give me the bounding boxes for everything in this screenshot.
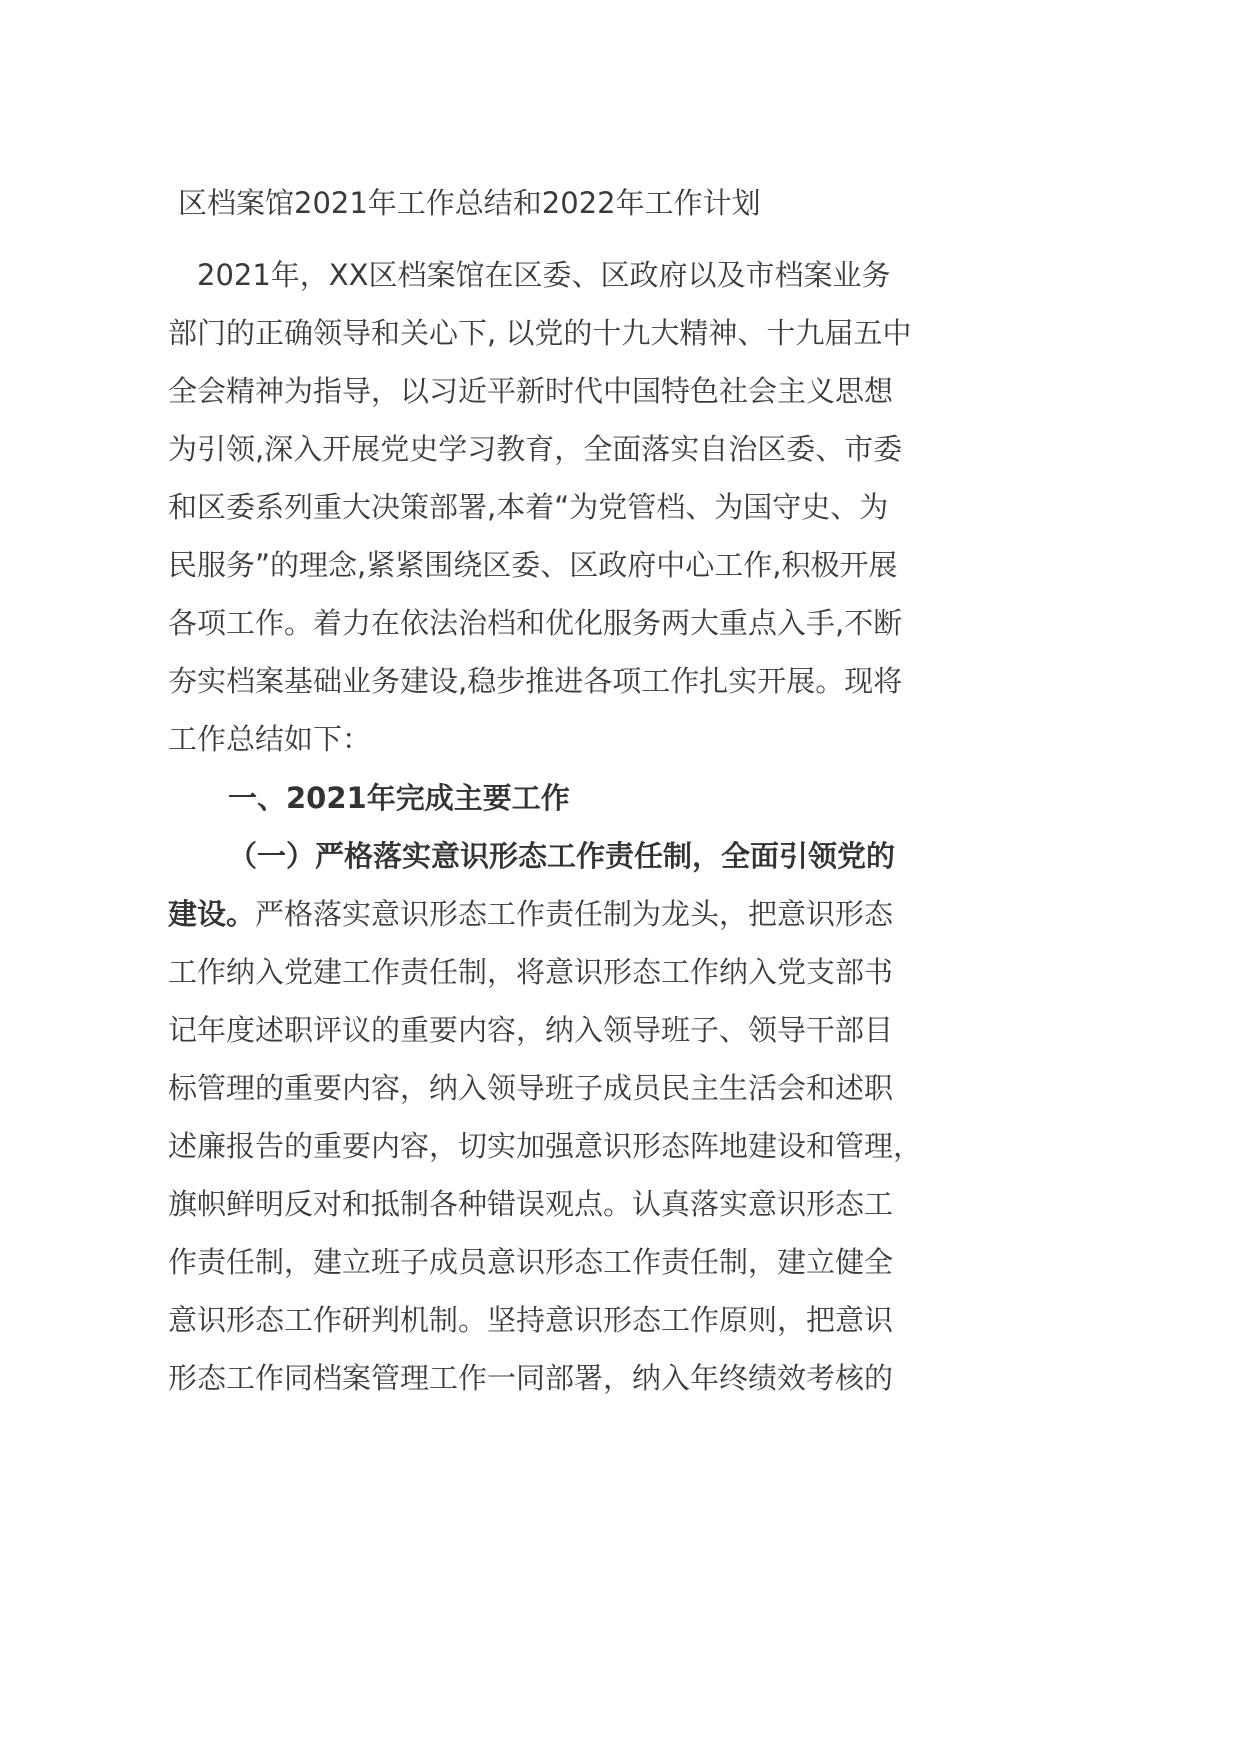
document-title: 区档案馆2021年工作总结和2022年工作计划	[178, 186, 761, 220]
paragraph-line: 和区委系列重大决策部署,本着“为党管档、为国守史、为	[168, 490, 889, 524]
paragraph-line: 2021年，XX区档案馆在区委、区政府以及市档案业务	[168, 258, 891, 292]
subsection-heading: （一）严格落实意识形态工作责任制，全面引领党的	[228, 839, 896, 873]
paragraph-line: 工作纳入党建工作责任制，将意识形态工作纳入党支部书	[168, 955, 894, 989]
paragraph-line: 形态工作同档案管理工作一同部署，纳入年终绩效考核的	[168, 1361, 894, 1395]
section-heading: 一、2021年完成主要工作	[228, 781, 570, 815]
paragraph-line: 为引领,深入开展党史学习教育，全面落实自治区委、市委	[168, 432, 903, 466]
paragraph-line: 作责任制，建立班子成员意识形态工作责任制，建立健全	[168, 1245, 894, 1279]
paragraph-text: 严格落实意识形态工作责任制为龙头，把意识形态	[255, 897, 894, 931]
paragraph-line: 全会精神为指导，以习近平新时代中国特色社会主义思想	[168, 374, 894, 408]
paragraph-line: 民服务”的理念,紧紧围绕区委、区政府中心工作,积极开展	[168, 548, 898, 582]
paragraph-line: 各项工作。着力在依法治档和优化服务两大重点入手,不断	[168, 606, 903, 640]
paragraph-line: 部门的正确领导和关心下, 以党的十九大精神、十九届五中	[168, 316, 912, 350]
paragraph-line: 标管理的重要内容，纳入领导班子成员民主生活会和述职	[168, 1071, 894, 1105]
paragraph-line: 述廉报告的重要内容，切实加强意识形态阵地建设和管理，	[168, 1129, 923, 1163]
subsection-heading-end: 建设。	[168, 897, 256, 931]
paragraph-line: 夯实档案基础业务建设,稳步推进各项工作扎实开展。现将	[168, 664, 903, 698]
paragraph-line: 记年度述职评议的重要内容，纳入领导班子、领导干部目	[168, 1013, 894, 1047]
paragraph-line: 工作总结如下：	[168, 722, 372, 756]
paragraph-line	[168, 894, 893, 934]
paragraph-line: 旗帜鲜明反对和抵制各种错误观点。认真落实意识形态工	[168, 1187, 894, 1221]
paragraph-line: 意识形态工作研判机制。坚持意识形态工作原则，把意识	[168, 1303, 894, 1337]
